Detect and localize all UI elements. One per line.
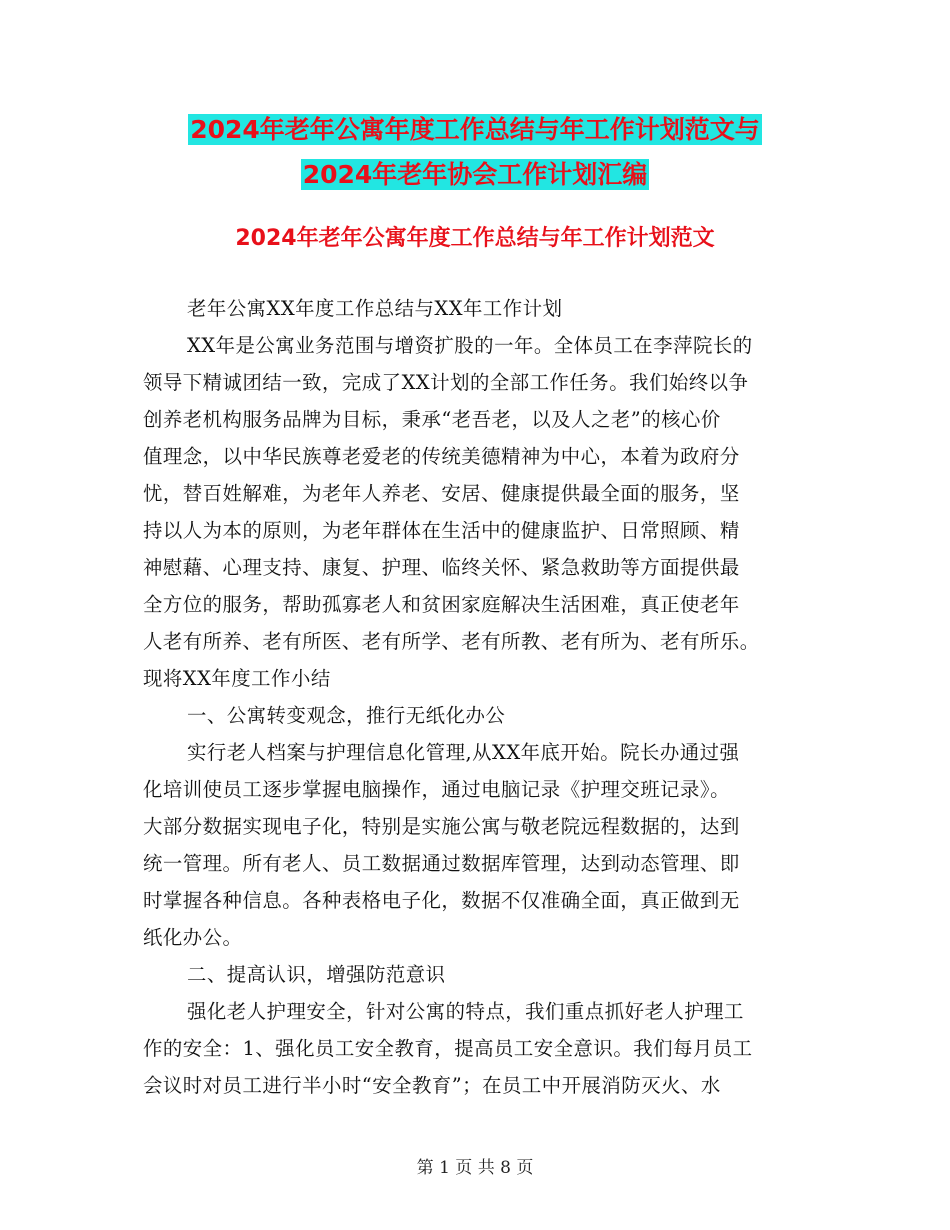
body-line: 实行老人档案与护理信息化管理,从XX年底开始。院长办通过强 [187, 741, 740, 764]
body-line: 忧，替百姓解难，为老年人养老、安居、健康提供最全面的服务，坚 [143, 482, 740, 505]
body-line: XX年是公寓业务范围与增资扩股的一年。全体员工在李萍院长的 [187, 334, 753, 357]
document-body [143, 290, 808, 1104]
body-line: 化培训使员工逐步掌握电脑操作，通过电脑记录《护理交班记录》。 [143, 778, 731, 801]
body-line: 强化老人护理安全，针对公寓的特点，我们重点抓好老人护理工 [187, 1000, 744, 1023]
body-line: 统一管理。所有老人、员工数据通过数据库管理，达到动态管理、即 [143, 852, 740, 875]
body-line: 现将XX年度工作小结 [143, 667, 331, 690]
section-heading: 一、公寓转变观念，推行无纸化办公 [187, 704, 506, 727]
body-line: 人老有所养、老有所医、老有所学、老有所教、老有所为、老有所乐。 [143, 630, 760, 653]
body-line: 会议时对员工进行半小时“安全教育”；在员工中开展消防灭火、水 [143, 1074, 721, 1097]
document-title-line1: 2024年老年公寓年度工作总结与年工作计划范文与 [190, 115, 760, 144]
page-footer: 第 1 页 共 8 页 [416, 1158, 534, 1178]
body-line: 领导下精诚团结一致，完成了XX计划的全部工作任务。我们始终以争 [143, 371, 749, 394]
body-line: 老年公寓XX年度工作总结与XX年工作计划 [187, 297, 563, 320]
document-title-line2: 2024年老年协会工作计划汇编 [302, 160, 648, 189]
body-line: 神慰藉、心理支持、康复、护理、临终关怀、紧急救助等方面提供最 [143, 556, 740, 579]
section-title: 2024年老年公寓年度工作总结与年工作计划范文 [235, 226, 715, 251]
body-line: 持以人为本的原则，为老年群体在生活中的健康监护、日常照顾、精 [143, 519, 740, 542]
body-line: 创养老机构服务品牌为目标，秉承“老吾老，以及人之老”的核心价 [143, 408, 721, 431]
section-heading: 二、提高认识，增强防范意识 [187, 963, 446, 986]
body-line: 时掌握各种信息。各种表格电子化，数据不仅准确全面，真正做到无 [143, 889, 740, 912]
body-line: 纸化办公。 [143, 926, 243, 949]
body-line: 作的安全：1、强化员工安全教育，提高员工安全意识。我们每月员工 [143, 1037, 753, 1060]
body-line: 大部分数据实现电子化，特别是实施公寓与敬老院远程数据的，达到 [143, 815, 740, 838]
body-line: 值理念，以中华民族尊老爱老的传统美德精神为中心，本着为政府分 [143, 445, 740, 468]
body-line: 全方位的服务，帮助孤寡老人和贫困家庭解决生活困难，真正使老年 [143, 593, 740, 616]
